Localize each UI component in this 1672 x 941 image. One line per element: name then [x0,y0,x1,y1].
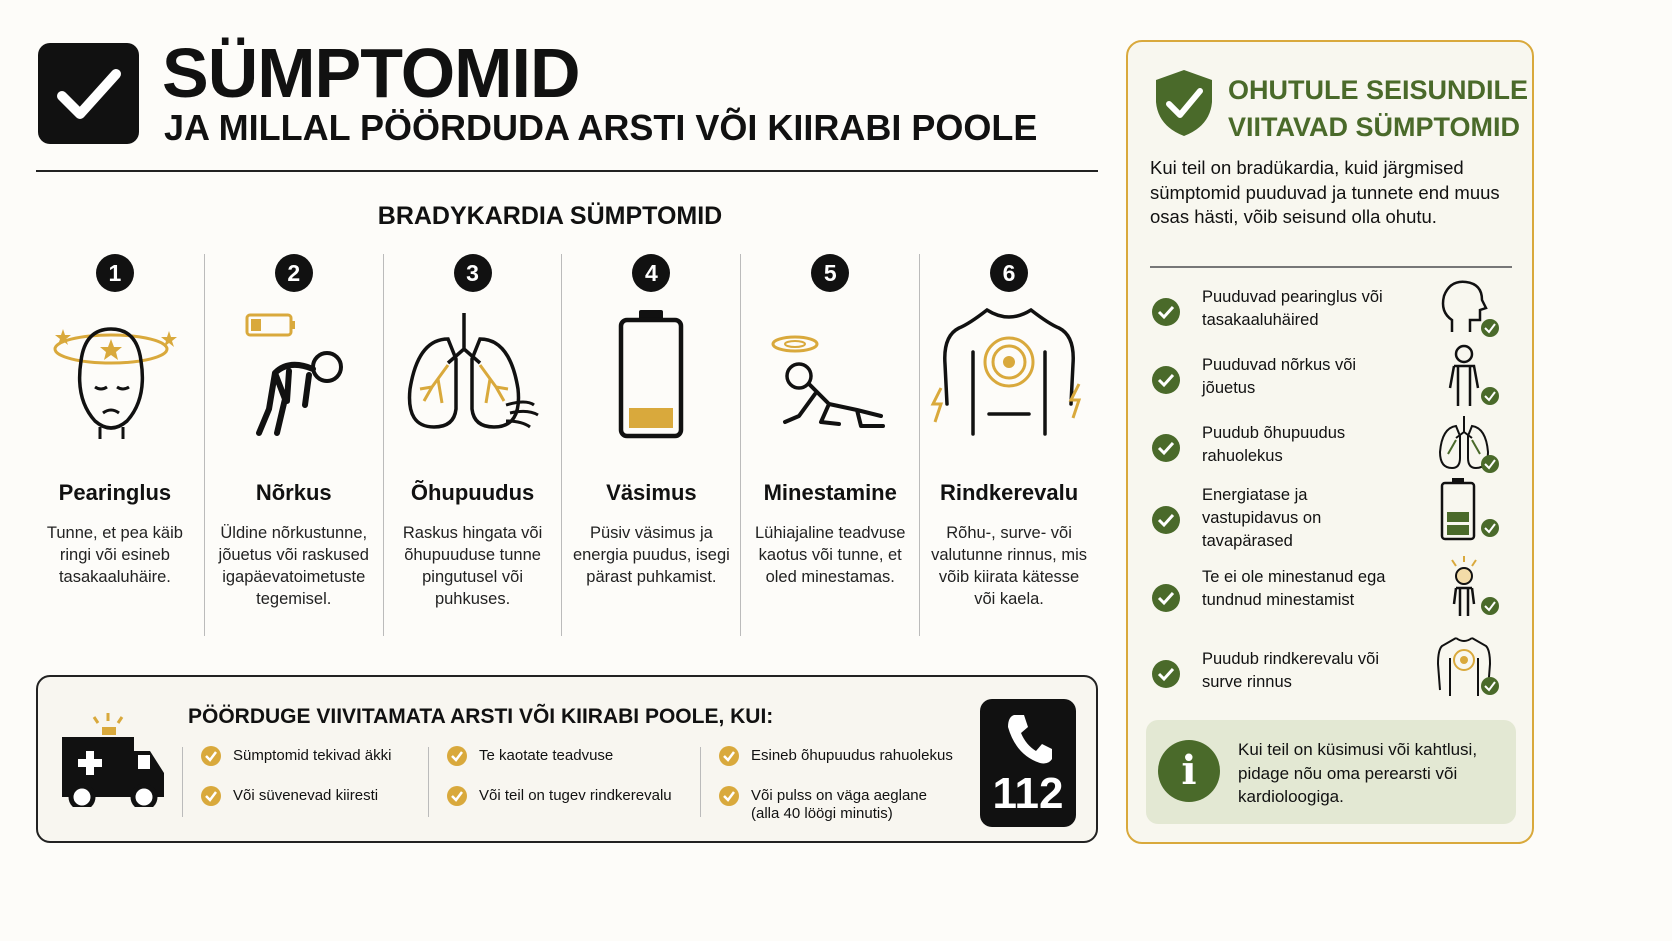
alert-person-icon [1434,554,1504,625]
symptom-number: 2 [275,254,313,292]
alert-column [182,747,391,817]
emergency-number [980,699,1076,827]
symptom-name: Nõrkus [255,480,332,505]
page-subtitle: JA MILLAL PÖÖRDUDA ARSTI VÕI KIIRABI POOLE [164,107,1038,148]
dizzy-head-icon [32,304,198,444]
alert-item: Või süvenevad kiiresti [201,787,391,811]
alert-item: Või teil on tugev rindkerevalu [447,787,672,811]
alert-item: Sümptomid tekivad äkki [201,747,391,771]
green-check-icon [1152,660,1180,693]
alert-title: PÖÖRDUGE VIIVITAMATA ARSTI VÕI KIIRABI POOLE, KUI: [188,705,774,728]
shield-check-icon [1152,68,1216,143]
info-icon: i [1158,740,1220,802]
section-title: BRADYKARDIA SÜMPTOMID [377,202,723,230]
symptom-number: 5 [811,254,849,292]
green-check-icon [1152,298,1180,331]
standing-person-icon [1434,344,1504,415]
alert-item: Te kaotate teadvuse [447,747,672,771]
symptom-description: Lühiajaline teadvuse kaotus või tunne, et oled minestamas. [755,524,906,586]
symptom-card [26,254,205,636]
torso-icon [1434,634,1504,705]
check-icon [719,746,739,771]
symptom-name: Minestamine [763,480,897,505]
page-title: SÜMPTOMID [162,34,580,112]
ambulance-icon [58,707,168,812]
alert-column [428,747,672,817]
check-icon [447,786,467,811]
panel-title: OHUTULE SEISUNDILE VIITAVAD SÜMPTOMID [1228,75,1529,142]
check-icon [719,786,739,811]
header-divider [36,170,1098,172]
head-profile-icon [1434,276,1504,347]
phone-icon [1004,711,1054,765]
symptom-card [562,254,741,636]
urgent-alert-box [36,675,1098,843]
fainting-person-icon [747,304,913,444]
alert-column [700,747,953,822]
green-check-icon [1152,584,1180,617]
low-battery-icon [568,304,734,444]
full-battery-icon [1434,476,1504,547]
symptom-name: Õhupuudus [410,480,535,505]
symptom-number: 6 [990,254,1028,292]
green-check-icon [1152,506,1180,539]
symptom-number: 4 [632,254,670,292]
alert-item: Või pulss on väga aeglane (alla 40 löögi minutis) [719,787,953,823]
symptom-name: Rindkerevalu [939,480,1079,505]
symptom-description: Püsiv väsimus ja energia puudus, isegi pärast puhkamist. [572,524,730,586]
chest-pain-icon [926,304,1092,444]
check-icon [201,786,221,811]
symptom-card [920,254,1098,636]
check-icon [201,746,221,771]
lungs-icon [390,304,556,444]
green-check-icon [1152,366,1180,399]
alert-item: Esineb õhupuudus rahuolekus [719,747,953,771]
symptom-description: Tunne, et pea käib ringi või esineb tasakaaluhäire. [46,524,183,586]
symptom-name: Pearinglus [58,480,172,505]
safe-symptoms-panel: OHUTULE SEISUNDILE VIITAVAD SÜMPTOMID Kui teil on bradükardia, kuid järgmised sümptomid puuduvad ja tunnete end muus osas hästi, võib seisund olla ohutu. Puuduvad pearinglus või tasakaaluhäired Puuduvad nõrkus või jõuetus Puudub õhupuudus rahuolekus Energiatase ja vastupidavus on tavapärased Te ei ole minestanud ega tundnud minestamist Puudub rindkerevalu või surve rinnus i Kui teil on küsimusi või kahtlusi, pidage nõu oma perearsti või kardioloogiga. [1126,40,1534,844]
symptom-number: 3 [454,254,492,292]
emergency-phone-number: 112 [992,769,1064,818]
symptom-name: Väsimus [606,480,697,505]
symptom-list [26,254,1098,636]
symptom-card [205,254,384,636]
symptom-card [384,254,563,636]
symptom-card [741,254,920,636]
panel-divider [1150,266,1512,268]
symptom-description: Raskus hingata või õhupuuduse tunne pingutusel või puhkuses. [402,524,543,608]
checkmark-icon [38,43,139,144]
panel-intro: Kui teil on bradükardia, kuid järgmised sümptomid puuduvad ja tunnete end muus osas hästi, võib seisund olla ohutu. [1150,157,1500,227]
lungs-icon [1434,412,1504,483]
info-box [1146,720,1516,824]
green-check-icon [1152,434,1180,467]
symptom-description: Üldine nõrkustunne, jõuetus või raskused igapäevatoimetuste tegemisel. [218,524,369,608]
symptom-description: Rõhu-, surve- või valutunne rinnus, mis võib kiirata kätesse või kaela. [931,524,1088,608]
weak-person-icon [211,304,377,444]
check-icon [447,746,467,771]
info-text: Kui teil on küsimusi või kahtlusi, pidage nõu oma perearsti või kardioloogiga. [1238,740,1478,806]
symptom-number: 1 [96,254,134,292]
